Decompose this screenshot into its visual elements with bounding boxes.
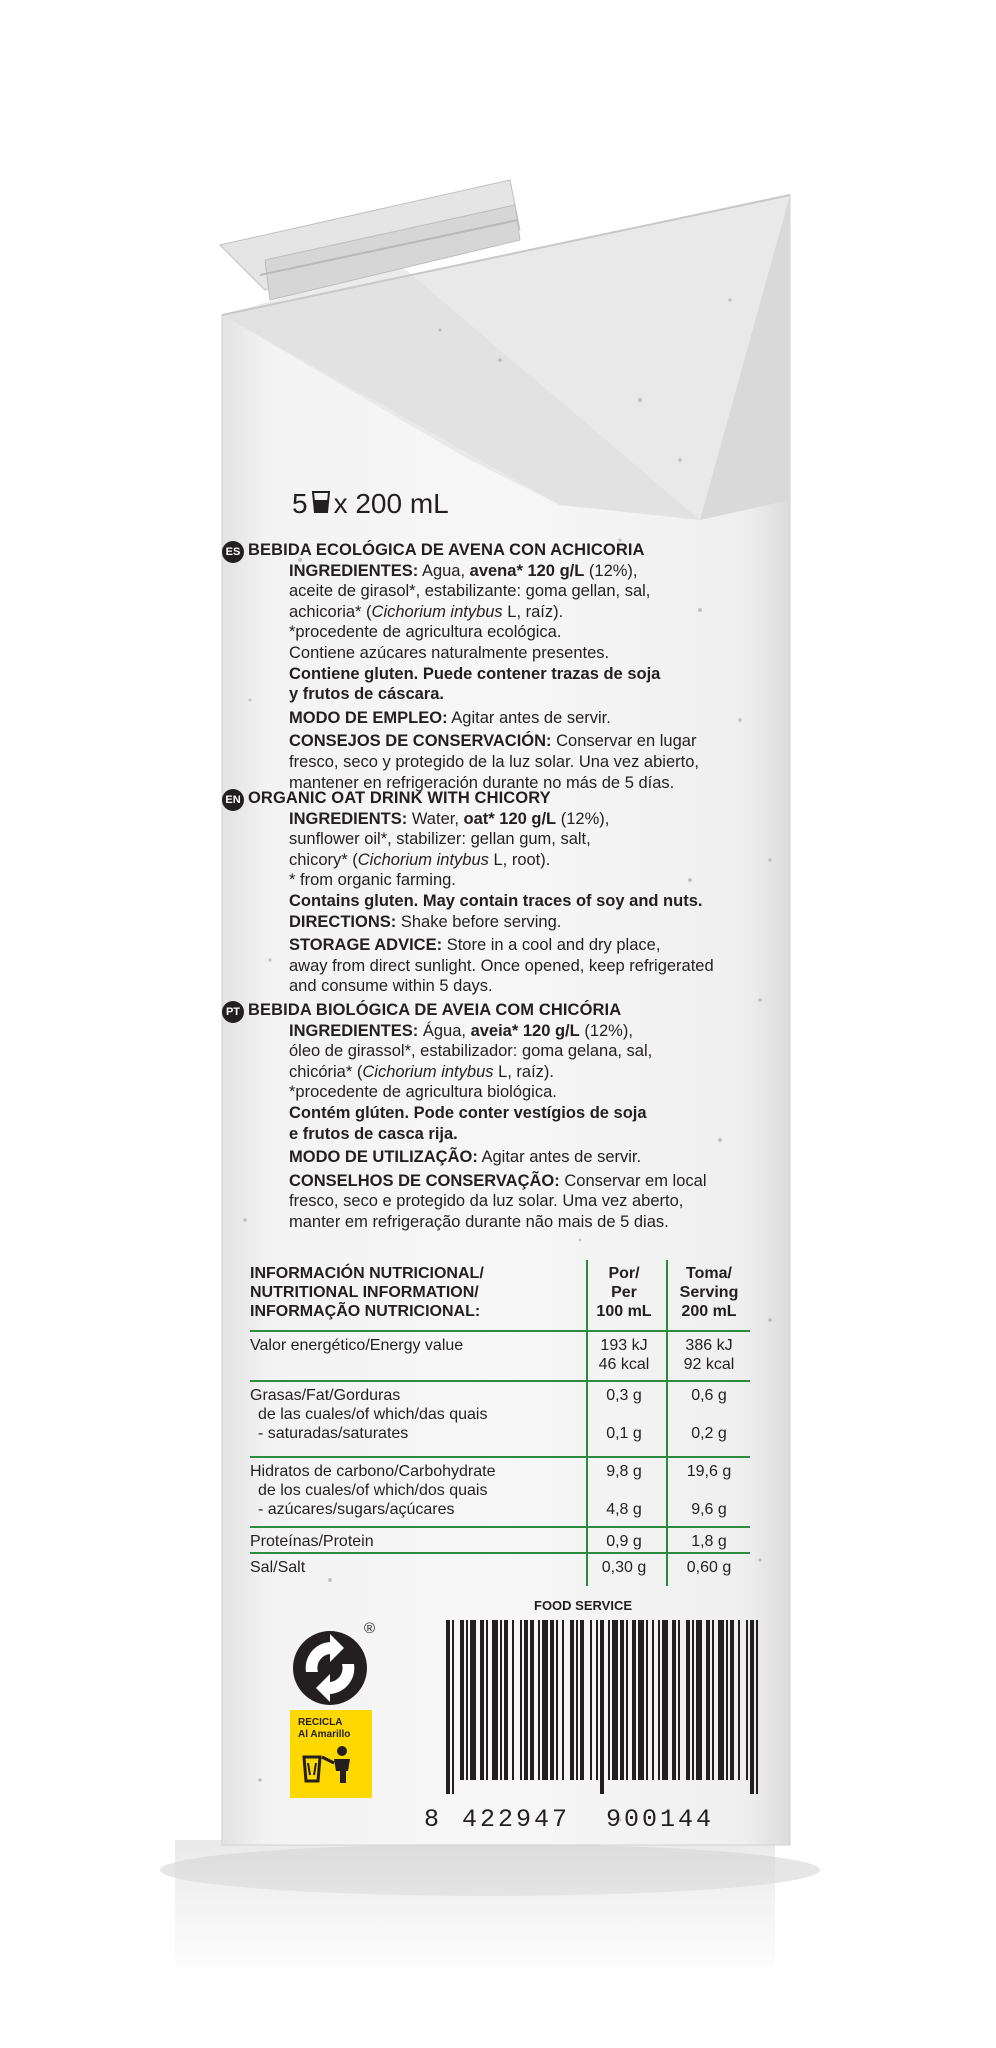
ingredients-line-3: achicoria* ( [289, 602, 372, 621]
table-row-carbs [250, 1462, 750, 1532]
barcode-bar [562, 1620, 564, 1780]
pack-volume: x 200 mL [333, 488, 449, 519]
energy-kj-100: 193 kJ [600, 1337, 648, 1354]
energy-kj-serving: 386 kJ [685, 1337, 733, 1354]
ingredients-text: Água, [418, 1021, 471, 1040]
ingredients-line-2: aceite de girasol*, estabilizante: goma gellan, sal, [289, 582, 651, 601]
section-pt [225, 1000, 768, 1233]
ingredients-line-3-end: L, root). [488, 850, 551, 869]
per-line-3: 100 mL [596, 1303, 652, 1320]
section-title: BEBIDA BIOLÓGICA DE AVEIA COM CHICÓRIA [248, 1001, 622, 1019]
barcode-bar [632, 1620, 636, 1780]
storage-line-1: Store in a cool and dry place, [442, 936, 661, 955]
ingredients-amount: 120 g/L [518, 1021, 580, 1040]
barcode-bar [542, 1620, 548, 1780]
language-badge-pt: PT [222, 1001, 244, 1023]
barcode-bar [746, 1620, 748, 1780]
serving-line-1: Toma/ [686, 1265, 732, 1282]
barcode-bar [750, 1620, 754, 1794]
storage-line-3: mantener en refrigeración durante no más de 5 días. [289, 773, 675, 792]
ingredients-amount: 120 g/L [522, 561, 585, 580]
fat-100: 0,3 g [606, 1387, 642, 1404]
barcode-bar [470, 1620, 476, 1780]
barcode-bar [672, 1620, 676, 1780]
ingredients-text: Agua, [418, 561, 470, 580]
sugar-100: 4,8 g [606, 1501, 642, 1518]
fat-label: Grasas/Fat/Gorduras [250, 1387, 401, 1404]
barcode-bar [692, 1620, 694, 1780]
ingredients-oat: avena* [469, 561, 523, 580]
barcode-bar [570, 1620, 574, 1780]
sat-label-1: de las cuales/of which/das quais [258, 1406, 488, 1423]
glass-icon [312, 488, 330, 510]
barcode [446, 1620, 758, 1794]
directions-label: MODO DE EMPLEO: [289, 708, 448, 727]
barcode-bar [530, 1620, 534, 1780]
section-es [225, 540, 768, 793]
storage-label: CONSELHOS DE CONSERVAÇÃO: [289, 1171, 560, 1190]
recycle-yellow-badge [290, 1710, 372, 1798]
sugar-label-2: - azúcares/sugars/açúcares [258, 1501, 455, 1518]
barcode-bar [550, 1620, 554, 1780]
barcode-bar [696, 1620, 702, 1780]
per-line-1: Por/ [608, 1265, 640, 1282]
storage-line-1: Conservar en lugar [551, 732, 697, 751]
barcode-digits-left: 422947 [462, 1805, 571, 1834]
ingredients-percent: (12%), [584, 561, 638, 580]
language-badge-en: EN [222, 789, 244, 811]
allergens-line-2: y frutos de cáscara. [289, 685, 444, 704]
storage-line-2: fresco, seco y protegido de la luz solar. Una vez abierto, [289, 752, 699, 771]
section-en [225, 788, 768, 997]
barcode-bar [504, 1620, 508, 1780]
barcode-bar [492, 1620, 498, 1780]
ingredients-line-3: chicória* ( [289, 1062, 363, 1081]
barcode-bar [612, 1620, 618, 1780]
sugar-label-1: de los cuales/of which/dos quais [258, 1482, 488, 1499]
ingredients-text: Water, [407, 809, 464, 828]
salt-serving: 0,60 g [686, 1559, 732, 1576]
latin-name: Cichorium intybus [371, 602, 503, 621]
barcode-bar [638, 1620, 644, 1780]
recycle-bin-person-icon [300, 1745, 360, 1785]
barcode-bar [580, 1620, 584, 1780]
storage-line-1: Conservar em local [559, 1171, 707, 1190]
registered-mark: ® [364, 1620, 376, 1637]
salt-100: 0,30 g [601, 1559, 647, 1576]
barcode-bar [658, 1620, 660, 1780]
carb-100: 9,8 g [606, 1463, 642, 1480]
directions-label: MODO DE UTILIZAÇÃO: [289, 1148, 478, 1167]
directions-text: Agitar antes de servir. [477, 1148, 642, 1167]
ingredients-percent: (12%), [556, 809, 610, 828]
allergens-line-1: Contém glúten. Pode conter vestígios de soja [289, 1103, 647, 1122]
barcode-bar [620, 1620, 624, 1780]
recycle-line-1: RECICLA [298, 1717, 343, 1728]
barcode-bar [662, 1620, 668, 1780]
ingredients-line-2: óleo de girassol*, estabilizador: goma gelana, sal, [289, 1042, 653, 1061]
carb-serving: 19,6 g [686, 1463, 732, 1480]
ingredients-percent: (12%), [579, 1021, 633, 1040]
protein-serving: 1,8 g [691, 1533, 727, 1550]
pack-size [292, 488, 449, 520]
barcode-bar [460, 1620, 464, 1780]
storage-label: CONSEJOS DE CONSERVACIÓN: [289, 732, 552, 751]
barcode-bar [466, 1620, 468, 1780]
organic-note: *procedente de agricultura ecológica. [289, 623, 562, 642]
barcode-bar [608, 1620, 610, 1780]
sugar-note: Contiene azúcares naturalmente presentes. [289, 643, 610, 662]
ingredients-line-2: sunflower oil*, stabilizer: gellan gum, salt, [289, 830, 591, 849]
sat-serving: 0,2 g [691, 1425, 727, 1442]
barcode-bar [646, 1620, 648, 1780]
barcode-bar [538, 1620, 540, 1780]
organic-note: *procedente de agricultura biológica. [289, 1083, 557, 1102]
serving-line-3: 200 mL [681, 1303, 737, 1320]
ingredients-line-3-end: L, raíz). [493, 1062, 555, 1081]
ingredients-line-3-end: L, raíz). [502, 602, 564, 621]
table-row-energy [250, 1336, 750, 1386]
ingredients-amount: 120 g/L [494, 809, 557, 828]
table-row-salt [250, 1558, 750, 1584]
table-row-fat [250, 1386, 750, 1462]
salt-label: Sal/Salt [250, 1559, 306, 1576]
barcode-bar [706, 1620, 710, 1780]
storage-label: STORAGE ADVICE: [289, 936, 443, 955]
table-header [250, 1262, 750, 1328]
sat-label-2: - saturadas/saturates [258, 1425, 409, 1442]
latin-name: Cichorium intybus [362, 1062, 494, 1081]
food-service-label: FOOD SERVICE [534, 1598, 633, 1613]
barcode-bar [446, 1620, 450, 1794]
barcode-bar [718, 1620, 724, 1780]
per-line-2: Per [611, 1284, 637, 1301]
barcode-bar [590, 1620, 592, 1780]
pack-count: 5 [292, 488, 308, 519]
barcode-bar [678, 1620, 680, 1780]
barcode-bar [652, 1620, 654, 1780]
directions-label: DIRECTIONS: [289, 912, 397, 931]
barcode-bar [500, 1620, 502, 1780]
carb-label: Hidratos de carbono/Carbohydrate [250, 1463, 496, 1480]
ingredients-label: INGREDIENTES: [289, 1021, 419, 1040]
allergens-line-1: Contiene gluten. Puede contener trazas de soja [289, 664, 661, 683]
sugar-serving: 9,6 g [691, 1501, 727, 1518]
latin-name: Cichorium intybus [357, 850, 489, 869]
barcode-bar [576, 1620, 578, 1780]
barcode-bar [756, 1620, 758, 1794]
ingredients-line-3: chicory* ( [289, 850, 358, 869]
energy-kcal-serving: 92 kcal [683, 1356, 735, 1373]
directions-text: Shake before serving. [396, 912, 562, 931]
barcode-bar [486, 1620, 488, 1780]
barcode-bar [686, 1620, 690, 1780]
ingredients-oat: oat* [463, 809, 495, 828]
barcode-bar [520, 1620, 522, 1780]
green-dot-recycle-icon [290, 1628, 370, 1708]
organic-note: * from organic farming. [289, 871, 456, 890]
storage-line-2: fresco, seco e protegido da luz solar. Uma vez aberto, [289, 1192, 684, 1211]
energy-label: Valor energético/Energy value [250, 1337, 464, 1354]
header-line-2: NUTRITIONAL INFORMATION/ [250, 1284, 479, 1301]
barcode-bar [524, 1620, 528, 1780]
sat-100: 0,1 g [606, 1425, 642, 1442]
fat-serving: 0,6 g [691, 1387, 727, 1404]
barcode-bar [626, 1620, 628, 1780]
storage-line-2: away from direct sunlight. Once opened, keep refrigerated [289, 956, 714, 975]
ingredients-label: INGREDIENTES: [289, 561, 419, 580]
ingredients-label: INGREDIENTS: [289, 809, 408, 828]
barcode-bar [712, 1620, 714, 1780]
language-badge-es: ES [222, 541, 244, 563]
protein-100: 0,9 g [606, 1533, 642, 1550]
barcode-bar [726, 1620, 728, 1780]
table-row-protein [250, 1532, 750, 1558]
barcode-bar [596, 1620, 598, 1780]
barcode-bar [730, 1620, 734, 1780]
barcode-bar [600, 1620, 604, 1794]
section-title: ORGANIC OAT DRINK WITH CHICORY [248, 789, 551, 807]
storage-line-3: and consume within 5 days. [289, 977, 493, 996]
storage-line-3: manter em refrigeração durante não mais de 5 dias. [289, 1212, 669, 1231]
protein-label: Proteínas/Protein [250, 1533, 374, 1550]
energy-kcal-100: 46 kcal [598, 1356, 650, 1373]
barcode-bar [512, 1620, 514, 1780]
barcode-bar [480, 1620, 484, 1780]
allergens-line-1: Contains gluten. May contain traces of soy and nuts. [289, 891, 703, 910]
allergens-line-2: e frutos de casca rija. [289, 1124, 458, 1143]
barcode-bar [452, 1620, 454, 1794]
directions-text: Agitar antes de servir. [447, 708, 611, 727]
header-line-1: INFORMACIÓN NUTRICIONAL/ [250, 1265, 484, 1282]
barcode-digits-right: 900144 [606, 1805, 715, 1834]
section-title: BEBIDA ECOLÓGICA DE AVENA CON ACHICORIA [248, 541, 645, 559]
barcode-digit-1: 8 [424, 1805, 443, 1834]
barcode-bar [738, 1620, 740, 1780]
serving-line-2: Serving [679, 1284, 739, 1301]
recycle-line-2: Al Amarillo [298, 1729, 351, 1740]
header-line-3: INFORMAÇÃO NUTRICIONAL: [250, 1303, 481, 1320]
ingredients-oat: aveia* [470, 1021, 519, 1040]
barcode-bar [556, 1620, 558, 1780]
